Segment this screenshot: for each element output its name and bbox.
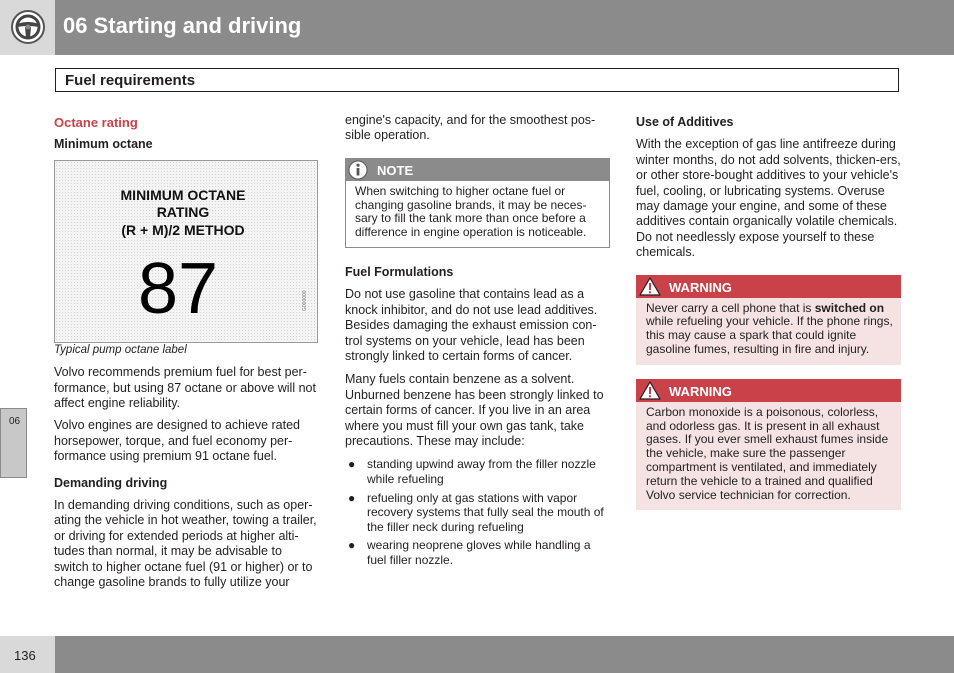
footer-bar: [55, 636, 954, 673]
chapter-tab-label: 06: [8, 416, 21, 427]
section-title: Fuel requirements: [65, 72, 196, 89]
minimum-octane-subheading: Minimum octane: [54, 137, 153, 152]
paragraph: engine's capacity, and for the smoothest pos-sible operation.: [345, 113, 596, 143]
fuel-formulations-heading: Fuel Formulations: [345, 265, 454, 279]
pump-label-heading: [55, 187, 311, 240]
warning-label: WARNING: [669, 383, 732, 399]
octane-rating-heading: Octane rating: [54, 115, 138, 130]
paragraph: Many fuels contain benzene as a solvent. Unburned benzene has been strongly linked to certain forms of cancer. If you live in an area where you must fill your own gas tank, take precautions. These may include:: [345, 372, 604, 449]
warning-label: WARNING: [669, 279, 732, 295]
paragraph: With the exception of gas line antifreeze during winter months, do not add solvents, thicken-ers, or other store-bought additives to your vehicle's fuel, cooling, or lubricating systems. Overuse may damage your engine, and some of these additives contain organically volatile chemicals. Do not needlessly expose yourself to these chemicals.: [636, 137, 901, 260]
info-icon: [348, 160, 368, 180]
page-number-box: [0, 636, 55, 673]
column-2: [345, 113, 610, 572]
list-item: [345, 538, 610, 567]
list-item: [345, 491, 610, 535]
warning-triangle-icon: [639, 381, 661, 400]
warning-triangle-icon: [639, 277, 661, 296]
warning-text: [636, 298, 901, 365]
warning-text: Carbon monoxide is a poisonous, colorless, and odorless gas. It is present in all exhaust gases. If you ever smell exhaust fumes inside the vehicle, make sure the passenger compartment is ventilated, and immediately return the vehicle to a trained and qualified Volvo service technician for correction.: [646, 404, 889, 502]
precautions-list: [345, 457, 610, 567]
page-number: 136: [14, 648, 36, 663]
column-1: [54, 115, 320, 598]
pump-label-octane-number: 87: [138, 248, 219, 329]
bullet-dot: ●: [348, 538, 356, 553]
pump-octane-label-image: [54, 160, 318, 343]
pump-label-caption: Typical pump octane label: [54, 343, 187, 356]
warning-header: [636, 275, 901, 298]
list-item-text: wearing neoprene gloves while handling a fuel filler nozzle.: [367, 538, 591, 568]
chapter-logo: [0, 0, 55, 55]
note-box: [345, 158, 610, 248]
note-header: [346, 159, 609, 181]
note-text: When switching to higher octane fuel or changing gasoline brands, it may be neces-sary to fill the tank more than once before a difference in engine operation is noticeable.: [355, 183, 587, 240]
bullet-dot: ●: [348, 457, 356, 472]
demanding-driving-heading: Demanding driving: [54, 475, 168, 490]
paragraph: In demanding driving conditions, such as oper-ating the vehicle in hot weather, towing a trailer, or driving for extended periods at higher alti-tudes than normal, it may be advisable to switch to higher octane fuel (91 or higher) or to change gasoline brands to fully utilize your: [54, 498, 317, 590]
paragraph: Volvo engines are designed to achieve rated horsepower, torque, and fuel economy per-formance using premium 91 octane fuel.: [54, 418, 301, 464]
chapter-title: 06 Starting and driving: [63, 13, 302, 38]
pump-label-line: RATING: [156, 204, 210, 221]
warning-text-emphasis: switched on: [814, 300, 885, 315]
pump-label-image-code: G000000: [302, 290, 308, 311]
list-item-text: standing upwind away from the filler nozzle while refueling: [367, 457, 596, 487]
note-label: NOTE: [377, 162, 414, 178]
paragraph: Do not use gasoline that contains lead as a knock inhibitor, and do not use lead additives. Besides damaging the exhaust emission con-trol systems on your vehicle, lead has been strongly linked to certain forms of cancer.: [345, 287, 598, 364]
bullet-dot: ●: [348, 490, 356, 505]
use-of-additives-heading: Use of Additives: [636, 115, 734, 129]
paragraph: Volvo recommends premium fuel for best per-formance, but using 87 octane or above will not affect engine reliability.: [54, 365, 316, 411]
warning-box: [636, 379, 901, 511]
chapter-tab[interactable]: [0, 408, 27, 478]
warning-text-part: while refueling your vehicle. If the phone rings, this may cause a spark that could ignite gasoline fumes, resulting in fire and injury.: [646, 314, 893, 357]
column-3: [636, 115, 901, 524]
list-item: [345, 457, 610, 486]
warning-box: [636, 275, 901, 365]
warning-text-part: Never carry a cell phone that is: [646, 300, 815, 315]
section-header: [55, 68, 899, 92]
list-item-text: refueling only at gas stations with vapor recovery systems that fully seal the mouth of the filler neck during refueling: [367, 490, 604, 534]
pump-label-line: (R + M)/2 METHOD: [121, 221, 245, 238]
warning-header: [636, 379, 901, 402]
pump-label-line: MINIMUM OCTANE: [120, 186, 246, 203]
steering-wheel-icon: [10, 9, 46, 45]
